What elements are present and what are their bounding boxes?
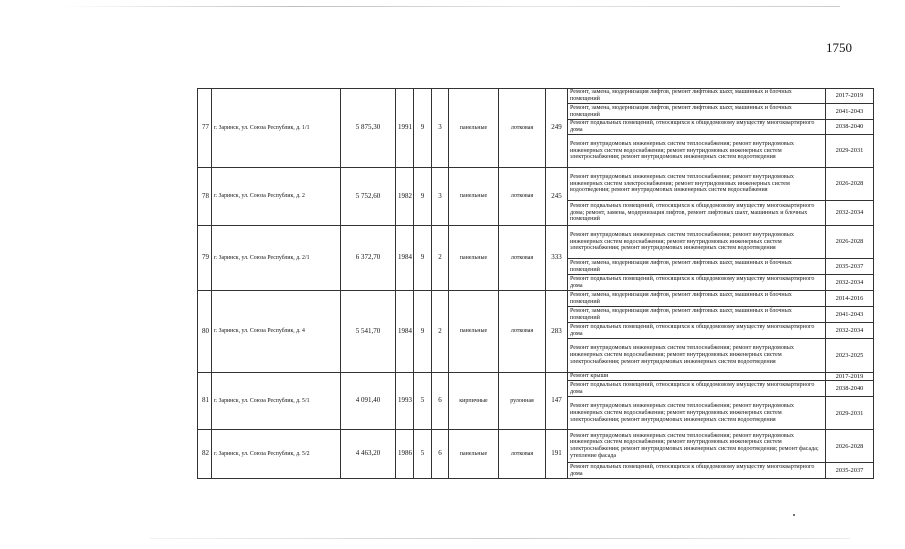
area-cell: 5 875,30 <box>341 89 396 168</box>
work-period-cell: 2029-2031 <box>826 135 874 168</box>
work-period-cell: 2026-2028 <box>826 168 874 201</box>
work-description-cell: Ремонт, замена, модернизация лифтов, ремонт лифтовых шахт, машинных и блочных помещений <box>568 89 826 104</box>
floors-cell: 9 <box>414 226 432 291</box>
table-row <box>198 226 874 259</box>
floors-cell: 9 <box>414 291 432 373</box>
work-period-cell: 2032-2034 <box>826 323 874 339</box>
work-description-cell: Ремонт подвальных помещений, относящихся к общедомовому имуществу многоквартирного дома <box>568 120 826 135</box>
work-description-cell: Ремонт, замена, модернизация лифтов, ремонт лифтовых шахт, машинных и блочных помещений <box>568 291 826 307</box>
work-period-cell: 2032-2034 <box>826 201 874 226</box>
row-number: 82 <box>198 430 212 479</box>
area-cell: 4 463,20 <box>341 430 396 479</box>
year-cell: 1982 <box>396 168 414 226</box>
table-row <box>198 168 874 201</box>
floors-cell: 9 <box>414 89 432 168</box>
scan-artifact-top <box>60 6 840 7</box>
floors-cell: 9 <box>414 168 432 226</box>
work-description-cell: Ремонт внутридомовых инженерных систем теплоснабжения; ремонт внутридомовых инженерных систем водоснабжения; ремонт внутридомовых инженерных систем электроснабжения; ремонт внутридомовых инженерных систем водоотведения <box>568 397 826 430</box>
entrances-cell: 2 <box>432 291 449 373</box>
work-period-cell: 2038-2040 <box>826 381 874 397</box>
area-cell: 4 091,40 <box>341 373 396 430</box>
work-period-cell: 2041-2043 <box>826 104 874 120</box>
apartments-cell: 245 <box>546 168 568 226</box>
apartments-cell: 333 <box>546 226 568 291</box>
address-cell: г. Заринск, ул. Союза Республик, д. 1/1 <box>212 89 341 168</box>
work-description-cell: Ремонт крыши <box>568 373 826 381</box>
wall-material-cell: панельные <box>449 89 499 168</box>
floors-cell: 5 <box>414 430 432 479</box>
wall-material-cell: кирпичные <box>449 373 499 430</box>
work-period-cell: 2026-2028 <box>826 226 874 259</box>
entrances-cell: 6 <box>432 430 449 479</box>
apartments-cell: 249 <box>546 89 568 168</box>
address-cell: г. Заринск, ул. Союза Республик, д. 2 <box>212 168 341 226</box>
entrances-cell: 3 <box>432 89 449 168</box>
work-description-cell: Ремонт, замена, модернизация лифтов, ремонт лифтовых шахт, машинных и блочных помещений <box>568 307 826 323</box>
work-period-cell: 2038-2040 <box>826 120 874 135</box>
area-cell: 6 372,70 <box>341 226 396 291</box>
work-description-cell: Ремонт подвальных помещений, относящихся к общедомовому имуществу многоквартирного дома <box>568 275 826 291</box>
row-number: 80 <box>198 291 212 373</box>
work-description-cell: Ремонт, замена, модернизация лифтов, ремонт лифтовых шахт, машинных и блочных помещений <box>568 104 826 120</box>
wall-material-cell: панельные <box>449 430 499 479</box>
work-period-cell: 2032-2034 <box>826 275 874 291</box>
address-cell: г. Заринск, ул. Союза Республик, д. 4 <box>212 291 341 373</box>
area-cell: 5 752,60 <box>341 168 396 226</box>
roof-type-cell: лотковая <box>499 430 546 479</box>
table-row <box>198 430 874 463</box>
apartments-cell: 283 <box>546 291 568 373</box>
roof-type-cell: лотковая <box>499 168 546 226</box>
page-number: 1750 <box>826 40 852 55</box>
year-cell: 1984 <box>396 226 414 291</box>
year-cell: 1984 <box>396 291 414 373</box>
scan-speck <box>793 514 795 516</box>
work-description-cell: Ремонт внутридомовых инженерных систем теплоснабжения; ремонт внутридомовых инженерных систем электроснабжения; ремонт внутридомовых инженерных систем водоотведения; ремонт внутридомовых инженерных систем водоснабжения <box>568 168 826 201</box>
scan-artifact-bottom <box>150 538 850 539</box>
work-description-cell: Ремонт внутридомовых инженерных систем теплоснабжения; ремонт внутридомовых инженерных систем водоснабжения; ремонт внутридомовых инженерных систем электроснабжения; ремонт внутридомовых инженерных систем водоотведения <box>568 339 826 373</box>
area-cell: 5 541,70 <box>341 291 396 373</box>
table-row <box>198 89 874 104</box>
roof-type-cell: лотковая <box>499 291 546 373</box>
year-cell: 1991 <box>396 89 414 168</box>
table-body <box>198 89 874 479</box>
wall-material-cell: панельные <box>449 226 499 291</box>
work-period-cell: 2017-2019 <box>826 89 874 104</box>
apartments-cell: 147 <box>546 373 568 430</box>
entrances-cell: 3 <box>432 168 449 226</box>
work-description-cell: Ремонт подвальных помещений, относящихся к общедомовому имуществу многоквартирного дома <box>568 323 826 339</box>
work-description-cell: Ремонт подвальных помещений, относящихся к общедомовому имуществу многоквартирного дома <box>568 463 826 479</box>
work-period-cell: 2035-2037 <box>826 259 874 275</box>
work-description-cell: Ремонт, замена, модернизация лифтов, ремонт лифтовых шахт, машинных и блочных помещений <box>568 259 826 275</box>
apartments-cell: 191 <box>546 430 568 479</box>
work-period-cell: 2035-2037 <box>826 463 874 479</box>
address-cell: г. Заринск, ул. Союза Республик, д. 5/2 <box>212 430 341 479</box>
work-description-cell: Ремонт внутридомовых инженерных систем теплоснабжения; ремонт внутридомовых инженерных систем водоснабжения; ремонт внутридомовых инженерных систем электроснабжения; ремонт внутридомовых инженерных систем водоотведения <box>568 226 826 259</box>
wall-material-cell: панельные <box>449 291 499 373</box>
row-number: 81 <box>198 373 212 430</box>
entrances-cell: 2 <box>432 226 449 291</box>
roof-type-cell: рулонная <box>499 373 546 430</box>
work-period-cell: 2029-2031 <box>826 397 874 430</box>
work-period-cell: 2017-2019 <box>826 373 874 381</box>
work-period-cell: 2026-2028 <box>826 430 874 463</box>
work-period-cell: 2014-2016 <box>826 291 874 307</box>
work-period-cell: 2023-2025 <box>826 339 874 373</box>
row-number: 78 <box>198 168 212 226</box>
floors-cell: 5 <box>414 373 432 430</box>
work-description-cell: Ремонт подвальных помещений, относящихся к общедомовому имуществу многоквартирного дома; ремонт, замена, модернизация лифтов, ремонт лифтовых шахт, машинных и блочных помещений <box>568 201 826 226</box>
work-description-cell: Ремонт внутридомовых инженерных систем теплоснабжения; ремонт внутридомовых инженерных систем водоснабжения; ремонт внутридомовых инженерных систем электроснабжения; ремонт внутридомовых инженерных систем водоотведения <box>568 135 826 168</box>
row-number: 77 <box>198 89 212 168</box>
roof-type-cell: лотковая <box>499 226 546 291</box>
work-description-cell: Ремонт внутридомовых инженерных систем теплоснабжения; ремонт внутридомовых инженерных систем водоснабжения; ремонт внутридомовых инженерных систем электроснабжения; ремонт внутридомовых инженерных систем водоотведения; ремонт фасада; утепление фасада <box>568 430 826 463</box>
wall-material-cell: панельные <box>449 168 499 226</box>
work-description-cell: Ремонт подвальных помещений, относящихся к общедомовому имуществу многоквартирного дома <box>568 381 826 397</box>
work-period-cell: 2041-2043 <box>826 307 874 323</box>
year-cell: 1986 <box>396 430 414 479</box>
housing-repair-table <box>197 88 874 479</box>
address-cell: г. Заринск, ул. Союза Республик, д. 2/1 <box>212 226 341 291</box>
entrances-cell: 6 <box>432 373 449 430</box>
year-cell: 1993 <box>396 373 414 430</box>
address-cell: г. Заринск, ул. Союза Республик, д. 5/1 <box>212 373 341 430</box>
table-row <box>198 291 874 307</box>
row-number: 79 <box>198 226 212 291</box>
table-row <box>198 373 874 381</box>
roof-type-cell: лотковая <box>499 89 546 168</box>
